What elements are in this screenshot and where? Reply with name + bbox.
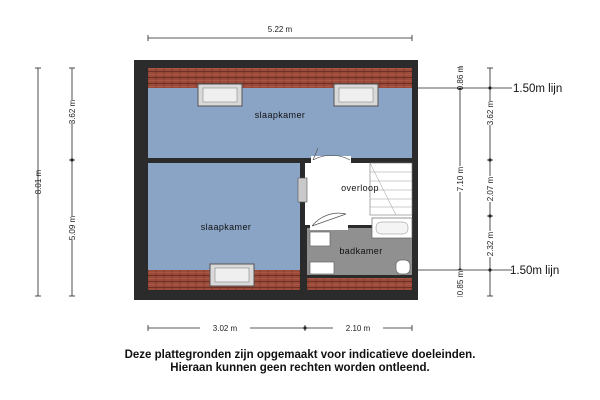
dim-left-total: 8.01 m xyxy=(34,169,43,195)
roof-window-icon xyxy=(198,84,242,106)
building xyxy=(134,60,418,300)
dim-right-upper: 3.62 m xyxy=(486,100,495,126)
sink-icon xyxy=(310,232,330,246)
roof-tiles-bottom-right xyxy=(307,278,412,290)
dim-right-top: 0.86 m xyxy=(456,65,465,91)
room-label-bedroom-top: slaapkamer xyxy=(254,110,306,120)
dim-right-middle: 2.07 m xyxy=(486,176,495,202)
roof-window-icon xyxy=(210,264,254,286)
room-bedroom-bottom xyxy=(148,163,300,270)
right-dimensions xyxy=(454,65,496,296)
top-dimension xyxy=(148,24,412,41)
dim-left-lower: 5.09 m xyxy=(68,215,77,241)
dim-left-upper: 3.62 m xyxy=(68,99,77,125)
room-label-bedroom-bottom: slaapkamer xyxy=(200,222,252,232)
dim-right-bottom: 0.85 m xyxy=(456,270,465,296)
dim-top-width: 5.22 m xyxy=(267,25,293,34)
washbasin-icon xyxy=(310,262,334,274)
room-label-bathroom: badkamer xyxy=(339,246,383,256)
disclaimer-line-1: Deze plattegronden zijn opgemaakt voor indicatieve doeleinden. xyxy=(124,349,476,361)
line-label-bottom: 1.50m lijn xyxy=(510,265,560,277)
roof-window-icon xyxy=(334,84,378,106)
door-icon xyxy=(298,178,307,202)
left-dimensions xyxy=(34,68,78,296)
line-label-top: 1.50m lijn xyxy=(513,83,563,95)
dim-right-lower: 2.32 m xyxy=(486,231,495,257)
disclaimer-line-2: Hieraan kunnen geen rechten worden ontleend. xyxy=(170,362,430,374)
room-label-landing: overloop xyxy=(341,183,379,193)
bottom-dimensions xyxy=(148,322,412,333)
dim-bottom-left: 3.02 m xyxy=(212,324,238,333)
bathtub-icon xyxy=(372,218,412,238)
dim-bottom-right: 2.10 m xyxy=(345,324,371,333)
dim-right-total: 7.10 m xyxy=(456,166,465,192)
toilet-icon xyxy=(396,260,410,274)
